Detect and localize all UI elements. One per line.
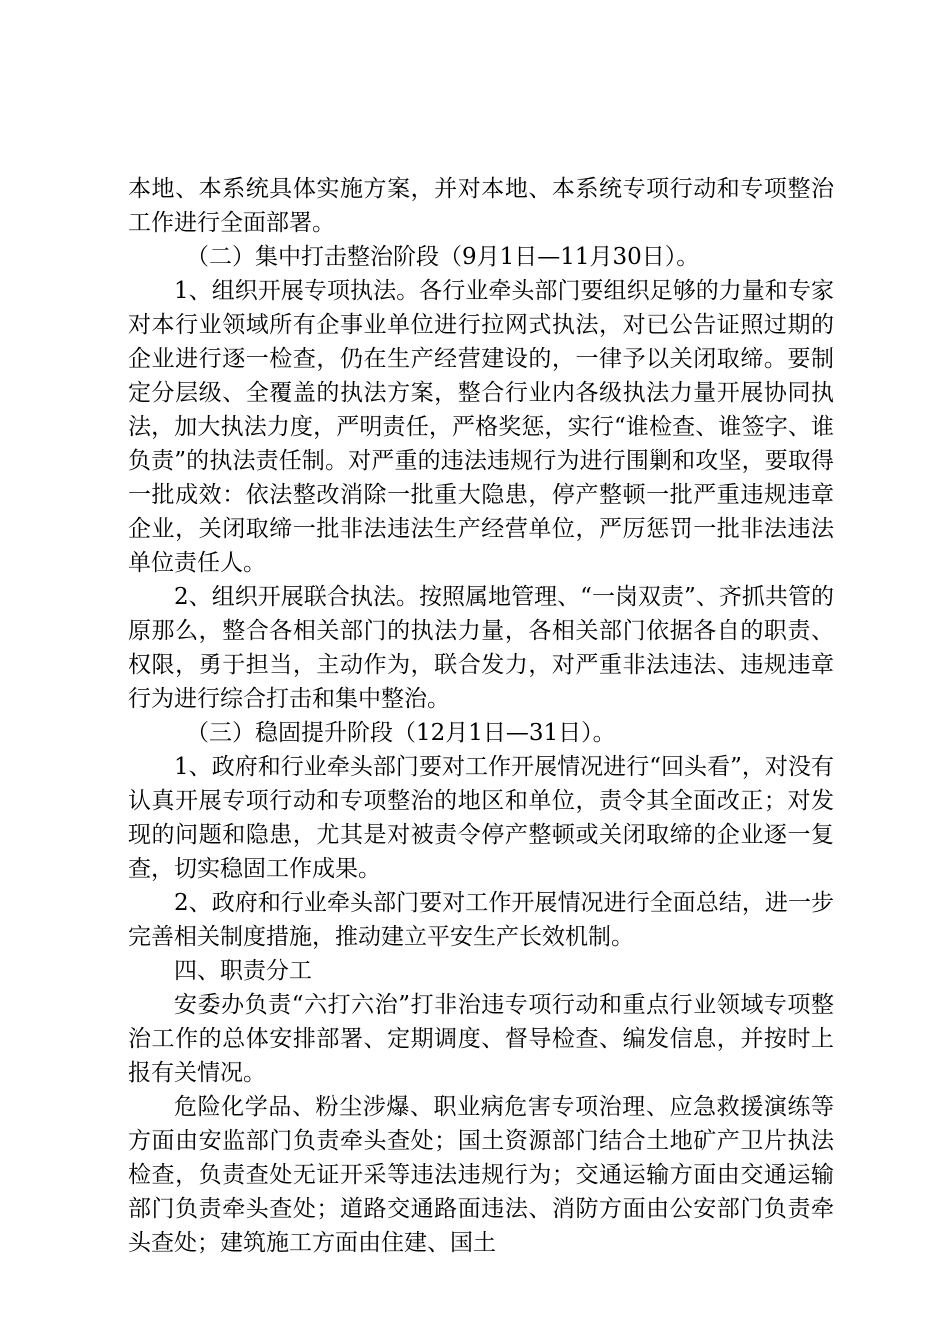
document-body	[128, 172, 834, 1260]
section-heading-responsibilities: 四、职责分工	[174, 958, 312, 984]
paragraph-special-enforcement: 1、组织开展专项执法。各行业牵头部门要组织足够的力量和专家对本行业领域所有企事业单位进行拉网式执法，对已公告证照过期的企业进行逐一检查，仍在生产经营建设的，一律予以关闭取缔。要制定分层级、全覆盖的执法方案，整合行业内各级执法力量开展协同执法，加大执法力度，严明责任，严格奖惩，实行“谁检查、谁签字、谁负责”的执法责任制。对严重的违法违规行为进行围剿和攻坚，要取得一批成效：依法整改消除一批重大隐患，停产整顿一批严重违规违章企业，关闭取缔一批非法违法生产经营单位，严厉惩罚一批非法违法单位责任人。	[128, 278, 834, 576]
paragraph-safety-office: 安委办负责“六打六治”打非治违专项行动和重点行业领域专项整治工作的总体安排部署、定期调度、督导检查、编发信息，并按时上报有关情况。	[128, 992, 834, 1086]
section-heading-phase-3: （三）稳固提升阶段（12月1日—31日）。	[186, 720, 616, 746]
paragraph-review: 1、政府和行业牵头部门要对工作开展情况进行“回头看”，对没有认真开展专项行动和专项整治的地区和单位，责令其全面改正；对发现的问题和隐患，尤其是对被责令停产整顿或关闭取缔的企业逐一复查，切实稳固工作成果。	[128, 754, 834, 882]
section-heading-phase-2: （二）集中打击整治阶段（9月1日—11月30日）。	[186, 244, 700, 270]
paragraph-department-duties: 危险化学品、粉尘涉爆、职业病危害专项治理、应急救援演练等方面由安监部门负责牵头查处；国土资源部门结合土地矿产卫片执法检查，负责查处无证开采等违法违规行为；交通运输方面由交通运输部门负责牵头查处；道路交通路面违法、消防方面由公安部门负责牵头查处；建筑施工方面由住建、国土	[128, 1094, 834, 1256]
paragraph-joint-enforcement: 2、组织开展联合执法。按照属地管理、“一岗双责”、齐抓共管的原那么，整合各相关部门的执法力量，各相关部门依据各自的职责、权限，勇于担当，主动作为，联合发力，对严重非法违法、违规违章行为进行综合打击和集中整治。	[128, 584, 834, 712]
paragraph-continuation: 本地、本系统具体实施方案，并对本地、本系统专项行动和专项整治工作进行全面部署。	[128, 176, 834, 236]
paragraph-summary: 2、政府和行业牵头部门要对工作开展情况进行全面总结，进一步完善相关制度措施，推动建立平安生产长效机制。	[128, 890, 834, 950]
